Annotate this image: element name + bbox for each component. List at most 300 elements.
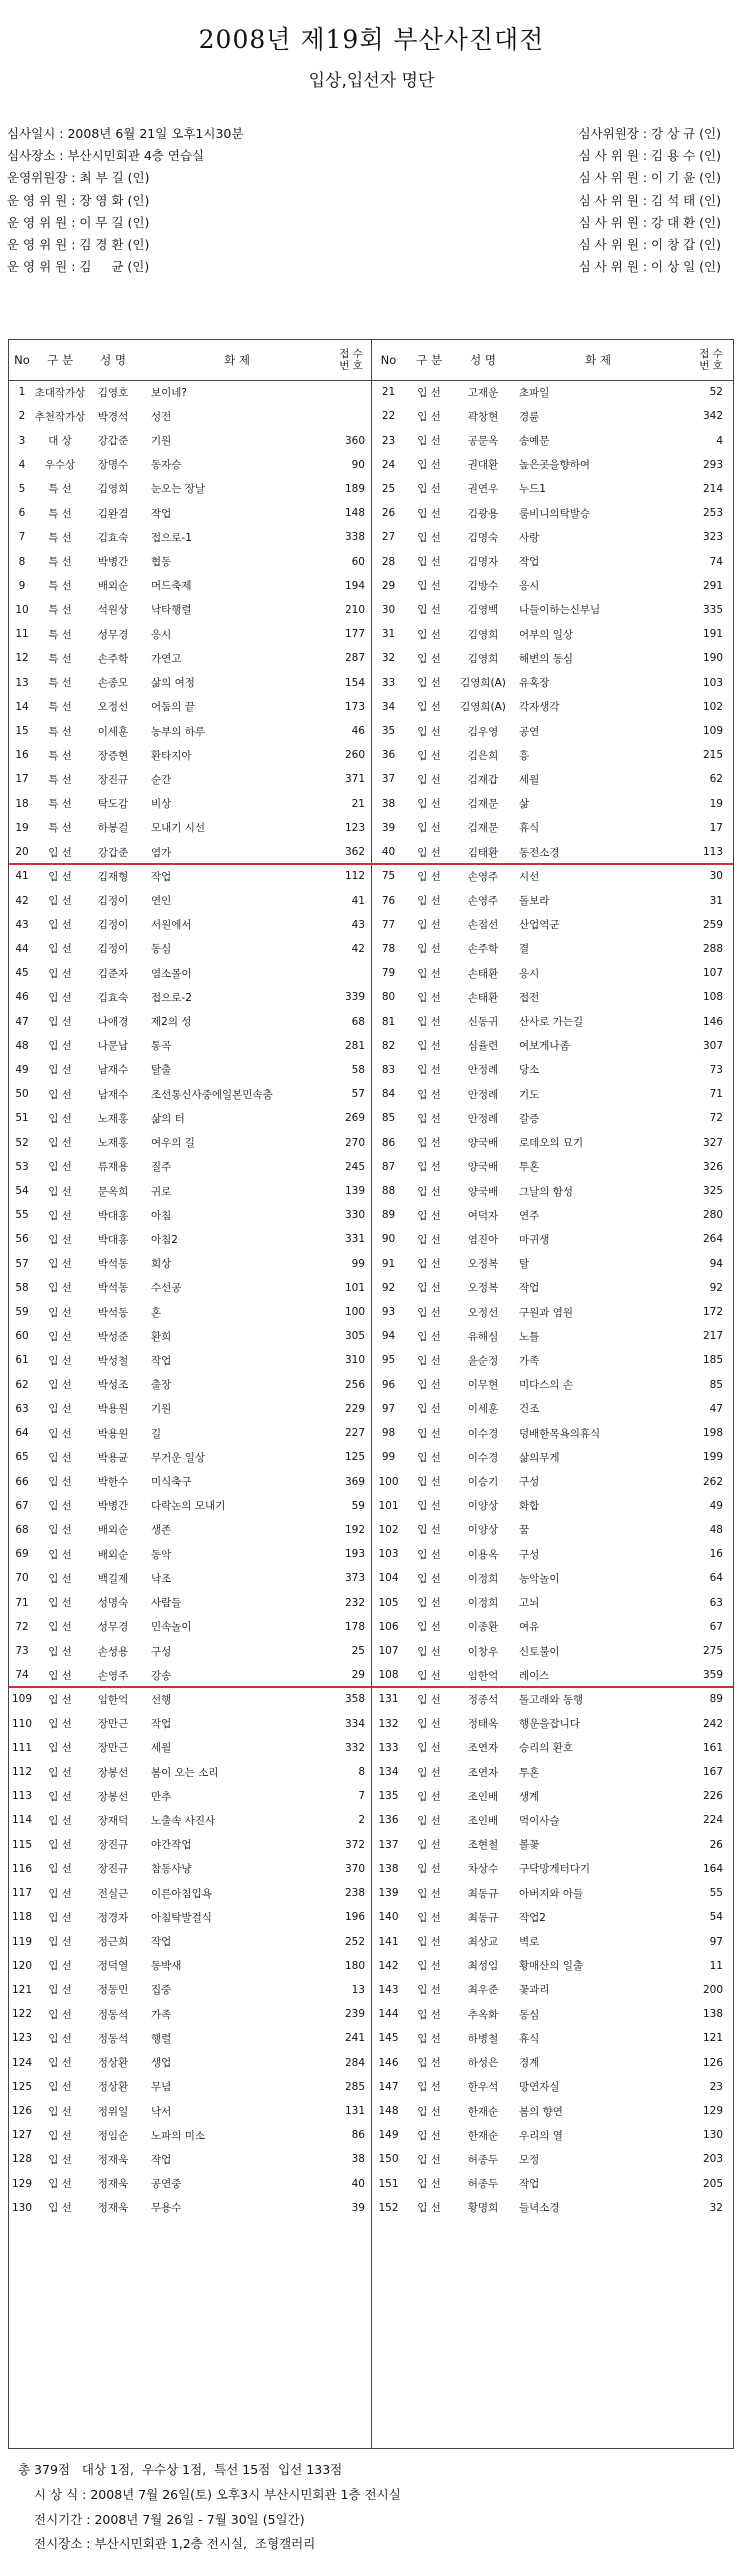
cell-division: 입 선 (48, 1572, 72, 1585)
cell-name: 박병간 (97, 1500, 129, 1513)
cell-work: 송예문 (519, 435, 550, 447)
cell-division: 입 선 (417, 798, 441, 811)
cell-work: 우리의 열 (519, 2129, 563, 2142)
table-row (9, 1687, 733, 1711)
cell-number: 63 (709, 1596, 723, 1609)
cell-number: 253 (702, 507, 723, 520)
table-row (9, 1469, 733, 1493)
cell-no: 128 (11, 2153, 33, 2166)
cell-division: 입 선 (48, 1476, 72, 1489)
cell-work: 비상 (151, 798, 172, 811)
table-row (9, 671, 733, 695)
cell-work: 동자승 (151, 459, 182, 472)
cell-division: 입 선 (417, 1306, 441, 1319)
cell-number: 4 (716, 434, 723, 447)
table-row (9, 622, 733, 646)
table-row (9, 1518, 733, 1542)
table-row (9, 477, 733, 501)
cell-name: 손성용 (97, 1645, 129, 1658)
cell-number: 92 (709, 1281, 723, 1294)
cell-name: 정근희 (97, 1936, 129, 1949)
cell-work: 공연중 (151, 2178, 182, 2191)
table-row (9, 1591, 733, 1615)
table-row (9, 2075, 733, 2099)
cell-number: 101 (344, 1281, 365, 1294)
cell-number: 210 (344, 603, 365, 616)
cell-work: 환타지아 (151, 749, 192, 762)
cell-name: 하성은 (467, 2057, 499, 2070)
cell-division: 입 선 (417, 1112, 441, 1125)
info-left-line: 운 영 위 원 : 김 경 환 (인) (7, 237, 150, 252)
cell-work: 작업 (519, 1282, 540, 1295)
cell-name: 이정희 (467, 1572, 499, 1585)
cell-work: 여보게나좀 (519, 1040, 570, 1053)
cell-no: 37 (381, 773, 396, 786)
cell-division: 특 선 (48, 773, 72, 786)
cell-no: 109 (11, 1693, 33, 1706)
cell-no: 23 (381, 434, 396, 447)
cell-division: 입 선 (417, 1766, 441, 1779)
cell-name: 강갑준 (97, 435, 129, 447)
cell-no: 130 (11, 2201, 33, 2214)
cell-number: 55 (709, 1887, 723, 1900)
cell-no: 148 (378, 2105, 399, 2117)
cell-number: 177 (344, 628, 365, 641)
cell-no: 22 (381, 410, 396, 423)
cell-name: 탁도감 (97, 798, 129, 811)
cell-work: 동심 (151, 943, 172, 956)
cell-division: 입 선 (417, 1500, 441, 1513)
cell-division: 입 선 (417, 1669, 441, 1682)
cell-name: 염진아 (467, 1233, 499, 1246)
cell-division: 입 선 (417, 773, 441, 786)
cell-work: 농악놀이 (519, 1572, 560, 1585)
cell-number: 40 (351, 2177, 365, 2190)
table-row (9, 1881, 733, 1905)
cell-no: 83 (381, 1063, 396, 1076)
table-row (9, 2002, 733, 2026)
cell-number: 262 (702, 1475, 723, 1488)
cell-number: 189 (344, 482, 365, 495)
cell-division: 입 선 (417, 435, 441, 447)
cell-number: 99 (351, 1257, 365, 1270)
info-left-line: 심사일시 : 2008년 6월 21일 오후1시30분 (7, 126, 244, 141)
cell-no: 110 (11, 1717, 33, 1730)
cell-name: 손주학 (467, 943, 499, 956)
info-right-line: 심 사 위 원 : 강 대 환 (인) (578, 214, 721, 230)
cell-no: 107 (378, 1645, 399, 1657)
cell-work: 누드1 (519, 483, 546, 496)
cell-number: 339 (344, 991, 365, 1004)
table-row (9, 646, 733, 670)
cell-work: 동심 (519, 2008, 540, 2021)
cell-name: 석원상 (97, 604, 129, 617)
cell-number: 238 (344, 1887, 365, 1900)
cell-work: 레이스 (519, 1669, 550, 1682)
cell-no: 4 (18, 458, 26, 471)
cell-number: 287 (344, 652, 365, 665)
cell-name: 김영희(A) (460, 677, 506, 690)
cell-number: 71 (709, 1088, 723, 1101)
table-row (9, 840, 733, 864)
cell-name: 장봉선 (97, 1766, 129, 1779)
cell-no: 46 (15, 991, 29, 1004)
cell-name: 김명자 (467, 556, 499, 569)
cell-name: 정종석 (467, 1693, 499, 1706)
cell-division: 우수상 (44, 459, 76, 472)
cell-number: 335 (702, 603, 723, 616)
cell-division: 입 선 (417, 725, 441, 738)
cell-no: 129 (11, 2177, 33, 2190)
cell-number: 164 (702, 1862, 723, 1875)
cell-no: 131 (378, 1693, 399, 1706)
cell-work: 다락논의 모내기 (151, 1500, 226, 1513)
cell-number: 241 (344, 2032, 365, 2045)
cell-no: 105 (378, 1596, 399, 1609)
cell-number: 32 (709, 2201, 723, 2214)
cell-no: 62 (15, 1378, 29, 1391)
cell-name: 권대환 (467, 459, 499, 472)
cell-division: 입 선 (417, 1330, 441, 1343)
cell-work: 작업 (151, 1936, 172, 1949)
cell-division: 입 선 (417, 1258, 441, 1271)
cell-number: 371 (344, 773, 365, 786)
cell-work: 세월 (519, 773, 540, 786)
cell-no: 120 (11, 1959, 33, 1972)
cell-division: 입 선 (417, 967, 441, 980)
cell-no: 139 (378, 1887, 399, 1900)
cell-number (339, 961, 365, 985)
cell-division: 추천작가상 (35, 410, 85, 423)
cell-work: 통곡 (151, 1040, 172, 1053)
cell-number: 178 (344, 1620, 365, 1633)
cell-no: 114 (11, 1814, 33, 1827)
cell-name: 차상수 (467, 1863, 499, 1876)
cell-division: 입 선 (48, 2129, 72, 2142)
cell-division: 입 선 (417, 1161, 441, 1174)
cell-number: 52 (709, 386, 723, 399)
cell-work: 행운을잡니다 (519, 1718, 580, 1731)
cell-number: 275 (702, 1645, 723, 1657)
cell-no: 121 (11, 1983, 33, 1996)
info-right-line: 심 사 위 원 : 김 석 태 (인) (578, 192, 721, 208)
cell-name: 류재용 (97, 1161, 129, 1174)
cell-name: 한재순 (467, 2105, 499, 2118)
cell-work: 수선공 (151, 1282, 182, 1295)
cell-name: 김영호 (97, 386, 129, 399)
cell-no: 15 (15, 725, 29, 738)
cell-work: 환희 (151, 1330, 172, 1343)
cell-number: 185 (702, 1354, 723, 1367)
cell-division: 입 선 (417, 919, 441, 932)
cell-no: 60 (15, 1330, 29, 1343)
cell-number: 90 (351, 458, 365, 471)
cell-work: 작업 (519, 2178, 540, 2191)
cell-division: 입 선 (417, 1451, 441, 1464)
cell-no: 31 (381, 628, 396, 641)
cell-number: 260 (344, 749, 365, 762)
cell-work: 작업2 (519, 1911, 546, 1924)
cell-work: 구성 (519, 1548, 540, 1561)
cell-no: 147 (378, 2080, 399, 2093)
cell-work: 노틀 (519, 1330, 540, 1343)
cell-work: 기도 (519, 1088, 540, 1101)
cell-name: 안정례 (467, 1112, 499, 1125)
cell-name: 장만근 (97, 1742, 129, 1755)
cell-no: 92 (381, 1281, 396, 1294)
cell-division: 입 선 (417, 531, 441, 544)
cell-no: 101 (378, 1499, 399, 1512)
cell-number: 21 (351, 797, 365, 810)
table-row (9, 985, 733, 1009)
cell-work: 작업 (151, 1718, 172, 1731)
cell-division: 특 선 (48, 677, 72, 690)
cell-name: 최상교 (467, 1936, 499, 1949)
cell-name: 김영희 (467, 652, 499, 665)
header-name-right: 성 명 (470, 353, 496, 367)
cell-division: 입 선 (48, 1354, 72, 1367)
cell-division: 입 선 (417, 2202, 441, 2215)
cell-division: 입 선 (48, 1330, 72, 1343)
cell-division: 입 선 (417, 1233, 441, 1246)
cell-name: 김정이 (97, 895, 129, 907)
cell-number: 256 (344, 1378, 365, 1391)
cell-no: 115 (11, 1838, 33, 1851)
cell-number: 13 (351, 1983, 365, 1996)
cell-name: 김은희 (467, 749, 499, 762)
cell-no: 16 (15, 749, 29, 762)
cell-number: 41 (351, 894, 365, 907)
cell-division: 입 선 (48, 1209, 72, 1222)
cell-work: 아버지와 아들 (519, 1887, 584, 1900)
footer-line: 총 379점 대상 1점, 우수상 1점, 특선 15점 입선 133점 (18, 2462, 343, 2477)
cell-no: 85 (381, 1112, 396, 1125)
cell-name: 최성임 (467, 1960, 499, 1973)
cell-name: 손점선 (467, 919, 499, 932)
cell-work: 생업 (151, 2057, 172, 2070)
cell-number: 31 (709, 894, 723, 907)
cell-division: 특 선 (48, 725, 72, 738)
cell-name: 정동석 (97, 2008, 129, 2021)
cell-division: 입 선 (48, 1112, 72, 1125)
page-subtitle: 입상,입선자 명단 (308, 71, 435, 91)
cell-number: 370 (344, 1862, 365, 1875)
table-row (9, 1179, 733, 1203)
cell-no: 138 (378, 1862, 399, 1875)
cell-number: 72 (709, 1112, 723, 1125)
cell-number: 38 (351, 2153, 365, 2166)
cell-work: 작업 (151, 1354, 172, 1367)
cell-division: 입 선 (48, 2202, 72, 2215)
cell-division: 입 선 (48, 1766, 72, 1779)
table-row (9, 1542, 733, 1566)
cell-number: 113 (702, 846, 723, 859)
cell-division: 입 선 (48, 1669, 72, 1682)
cell-division: 입 선 (417, 1742, 441, 1755)
cell-name: 장진규 (97, 773, 129, 786)
cell-no: 10 (15, 603, 29, 616)
cell-work: 삶의 터 (151, 1112, 185, 1125)
cell-name: 유해심 (467, 1330, 499, 1343)
cell-no: 9 (18, 579, 26, 592)
cell-number: 360 (344, 434, 365, 447)
cell-number: 74 (709, 555, 723, 568)
cell-name: 손태환 (467, 991, 499, 1004)
cell-work: 구성 (519, 1476, 540, 1489)
cell-number: 232 (344, 1596, 365, 1609)
cell-number: 264 (702, 1233, 723, 1246)
cell-no: 118 (11, 1911, 33, 1924)
cell-work: 미식축구 (151, 1476, 192, 1489)
cell-no: 125 (11, 2080, 33, 2093)
cell-division: 입 선 (417, 1887, 441, 1900)
cell-number: 293 (702, 458, 723, 471)
cell-no: 106 (378, 1620, 399, 1633)
cell-number: 215 (702, 749, 723, 762)
cell-number: 199 (702, 1451, 723, 1464)
cell-division: 입 선 (48, 1863, 72, 1876)
cell-no: 64 (15, 1427, 29, 1440)
table-row (9, 549, 733, 573)
cell-name: 성무경 (97, 628, 129, 641)
cell-division: 입 선 (48, 1233, 72, 1246)
cell-work: 세월 (151, 1742, 172, 1755)
cell-name: 오정복 (467, 1282, 499, 1295)
cell-no: 144 (378, 2008, 399, 2021)
cell-number: 284 (344, 2056, 365, 2069)
cell-no: 124 (11, 2056, 33, 2069)
cell-number: 43 (351, 918, 365, 931)
cell-division: 입 선 (417, 2032, 441, 2045)
cell-work: 들녁소경 (519, 2202, 560, 2215)
table-row (9, 864, 733, 888)
cell-number (339, 380, 365, 404)
cell-work: 낙조 (151, 1572, 172, 1585)
cell-number: 194 (344, 579, 365, 592)
cell-name: 박성준 (97, 1330, 129, 1343)
cell-no: 57 (15, 1257, 29, 1270)
cell-no: 89 (381, 1209, 396, 1222)
cell-division: 입 선 (417, 1209, 441, 1222)
table-row (9, 1348, 733, 1372)
cell-work: 봄의 향연 (519, 2105, 563, 2118)
cell-number: 310 (344, 1354, 365, 1367)
cell-number: 139 (344, 1185, 365, 1198)
cell-number: 280 (702, 1209, 723, 1222)
cell-name: 고재운 (467, 386, 499, 399)
header-division-right: 구 분 (416, 353, 442, 367)
cell-name: 박석동 (97, 1306, 129, 1319)
table-row (9, 1155, 733, 1179)
table-row (9, 1252, 733, 1276)
cell-no: 32 (381, 652, 396, 665)
cell-work: 길 (151, 1427, 162, 1440)
footer-line: 시 상 식 : 2008년 7월 26일(토) 오후3시 부산시민회관 1층 전시실 (34, 2487, 401, 2502)
cell-number (339, 404, 365, 428)
cell-no: 141 (378, 1935, 399, 1948)
cell-name: 이세훈 (97, 725, 129, 738)
cell-number: 362 (344, 846, 365, 859)
cell-number: 224 (702, 1814, 723, 1827)
cell-no: 29 (381, 579, 396, 592)
cell-name: 이양상 (467, 1500, 499, 1513)
cell-work: 머드축제 (151, 580, 192, 593)
cell-work: 결 (519, 943, 530, 956)
cell-no: 88 (381, 1185, 396, 1198)
cell-number: 2 (358, 1814, 365, 1827)
cell-name: 노재홍 (97, 1137, 129, 1150)
cell-work: 봄이 오는 소리 (151, 1766, 219, 1779)
table-row (9, 1929, 733, 1953)
cell-number: 239 (344, 2008, 365, 2021)
cell-number: 107 (702, 967, 723, 980)
cell-division: 입 선 (417, 1984, 441, 1997)
table-row (9, 1373, 733, 1397)
info-right-line: 심 사 위 원 : 이 창 갑 (인) (578, 237, 721, 252)
cell-work: 화합 (519, 1500, 540, 1513)
cell-division: 입 선 (417, 846, 441, 859)
table-row (9, 1784, 733, 1808)
table-row (9, 1082, 733, 1106)
cell-work: 나들이하는신부님 (519, 604, 601, 617)
cell-work: 협동 (151, 556, 172, 569)
info-left-line: 운 영 위 원 : 이 무 길 (인) (7, 214, 150, 230)
table-row (9, 1058, 733, 1082)
table-row (9, 1712, 733, 1736)
table-row (9, 525, 733, 549)
cell-division: 입 선 (417, 1645, 441, 1658)
cell-work: 어둠의 끝 (151, 701, 195, 714)
cell-work: 가족 (151, 2008, 172, 2021)
cell-no: 137 (378, 1838, 399, 1851)
cell-name: 김완겸 (97, 507, 129, 520)
cell-no: 12 (15, 652, 29, 665)
cell-name: 추옥화 (467, 2008, 499, 2021)
cell-division: 특 선 (48, 483, 72, 496)
table-row (9, 1736, 733, 1760)
cell-work: 보이네? (151, 386, 188, 399)
cell-work: 제2의 성 (151, 1016, 192, 1029)
cell-division: 입 선 (417, 1839, 441, 1852)
cell-work: 사람들 (151, 1597, 182, 1610)
cell-work: 황매산의 일출 (519, 1960, 584, 1973)
cell-division: 입 선 (417, 1790, 441, 1803)
cell-no: 81 (381, 1015, 396, 1028)
cell-no: 140 (378, 1911, 399, 1924)
header-work-right: 화 제 (585, 353, 611, 367)
cell-work: 생계 (519, 1790, 540, 1803)
cell-work: 야간작업 (151, 1839, 192, 1852)
table-row (9, 1663, 733, 1687)
cell-division: 특 선 (48, 604, 72, 617)
cell-work: 민속놀이 (151, 1621, 192, 1634)
cell-name: 이수경 (467, 1451, 499, 1464)
cell-work: 모내기 시선 (151, 822, 206, 835)
cell-no: 69 (15, 1548, 29, 1561)
cell-number: 334 (344, 1717, 365, 1730)
cell-name: 윤순정 (467, 1354, 499, 1367)
cell-name: 정동석 (97, 2032, 129, 2045)
cell-division: 입 선 (48, 2105, 72, 2118)
cell-number: 73 (709, 1063, 723, 1076)
cell-number: 86 (351, 2129, 365, 2142)
cell-work: 접으로-2 (151, 991, 192, 1004)
cell-work: 꿈 (519, 1524, 530, 1537)
cell-division: 입 선 (48, 1064, 72, 1077)
cell-no: 74 (15, 1669, 29, 1682)
cell-no: 26 (381, 507, 396, 520)
cell-name: 김재문 (467, 822, 499, 835)
